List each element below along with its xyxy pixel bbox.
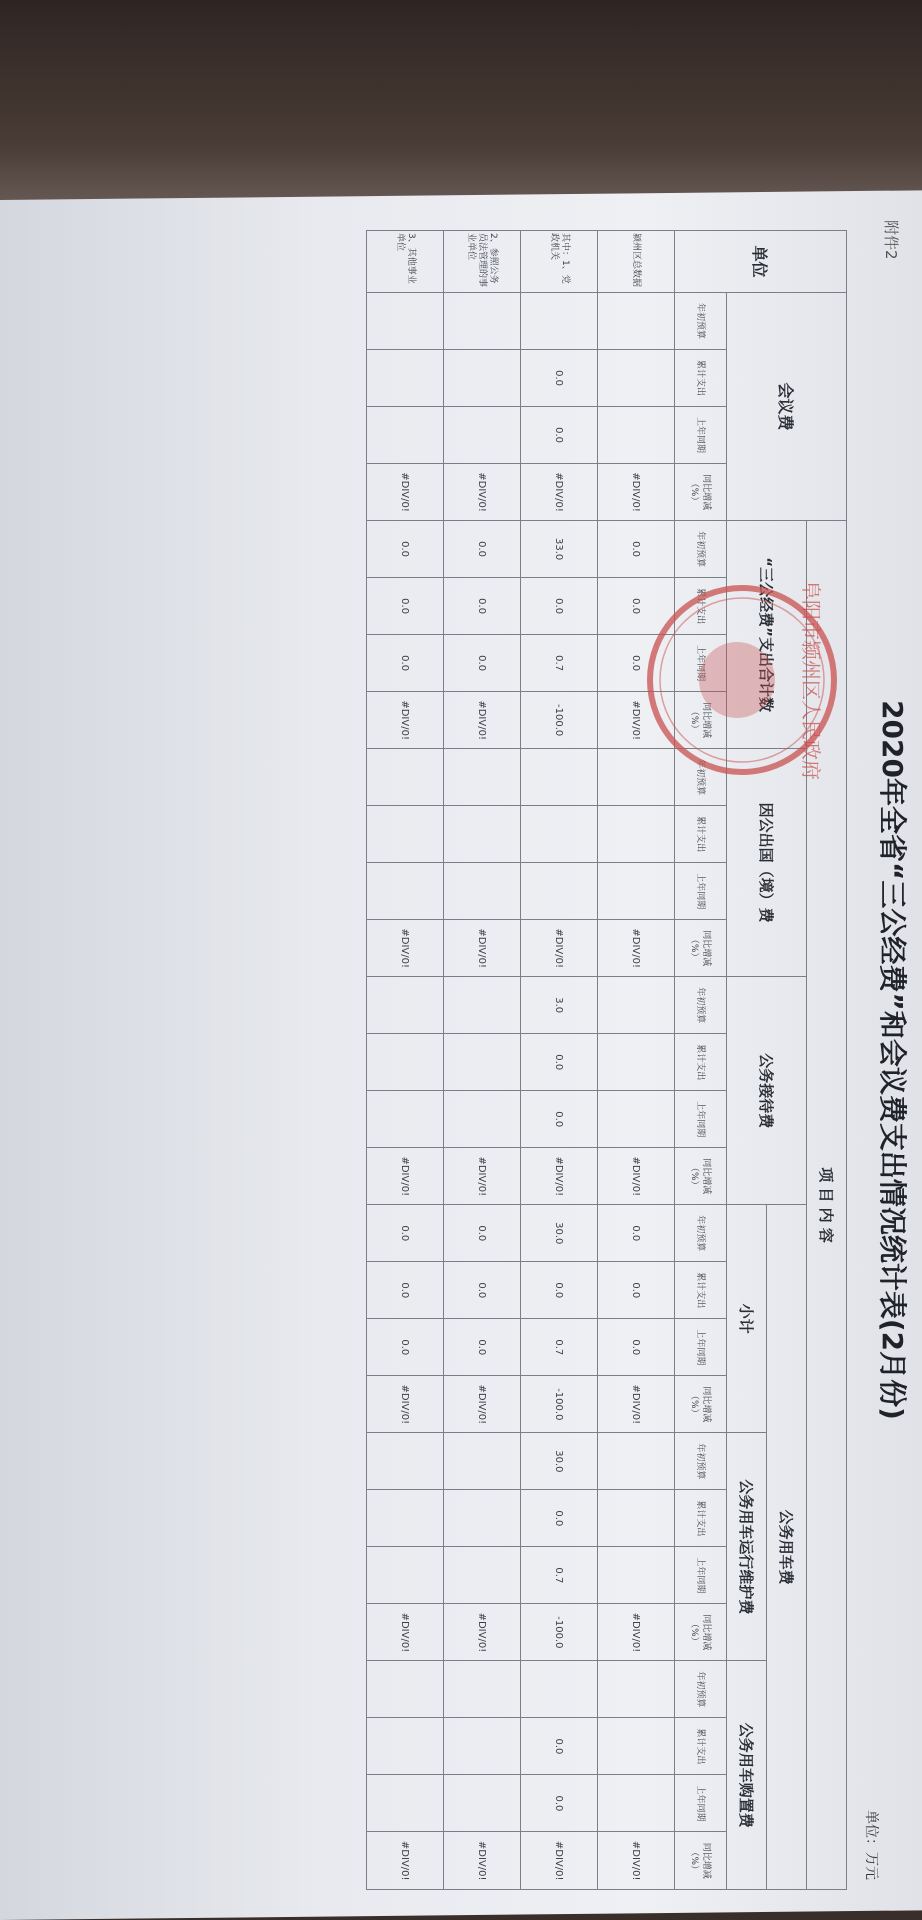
cell-reception (598, 1091, 675, 1148)
abroad-fee-header: 因公出国（境）费 (727, 749, 807, 977)
document-title: 2020年全省“三公经费”和会议费支出情况统计表(2月份) (876, 700, 909, 1420)
cell-abroad (367, 863, 444, 920)
vehicle-fee-header: 公务用车费 (767, 1205, 807, 1890)
vehicle-maintenance-header: 公务用车运行维护费 (727, 1433, 767, 1661)
reception-fee-header: 公务接待费 (727, 977, 807, 1205)
sub-column-header: 上年同期 (675, 863, 727, 920)
project-content-header: 项 目 内 容 (807, 521, 847, 1890)
unit-column-header: 单位 (675, 231, 847, 293)
sub-header-row (675, 231, 727, 1890)
cell-reception (444, 1034, 521, 1091)
cell-maintenance: #DIV/0! (598, 1604, 675, 1661)
cell-meeting: 0.0 (521, 407, 598, 464)
cell-reception: 0.0 (521, 1091, 598, 1148)
cell-total: 0.0 (367, 635, 444, 692)
cell-purchase: 0.0 (521, 1775, 598, 1832)
cell-purchase: #DIV/0! (367, 1832, 444, 1890)
cell-reception: 3.0 (521, 977, 598, 1034)
cell-maintenance: -100.0 (521, 1604, 598, 1661)
cell-maintenance: 0.7 (521, 1547, 598, 1604)
sub-column-header: 同比增减（%） (675, 1604, 727, 1661)
sub-column-header: 累计支出 (675, 578, 727, 635)
cell-maintenance (367, 1433, 444, 1490)
cell-abroad (598, 863, 675, 920)
cell-maintenance: 0.0 (521, 1490, 598, 1547)
cell-maintenance: #DIV/0! (444, 1604, 521, 1661)
cell-meeting (367, 407, 444, 464)
vehicle-purchase-header: 公务用车购置费 (727, 1661, 767, 1890)
row-unit-name: 2、参照公务员法管理的事业单位 (444, 231, 521, 293)
cell-maintenance (598, 1433, 675, 1490)
cell-total: 0.0 (367, 521, 444, 578)
sub-column-header: 年初预算 (675, 977, 727, 1034)
sub-column-header: 上年同期 (675, 1319, 727, 1376)
table-row (598, 231, 675, 1890)
cell-total: 0.7 (521, 635, 598, 692)
cell-abroad (444, 863, 521, 920)
cell-total: 33.0 (521, 521, 598, 578)
cell-purchase (444, 1718, 521, 1775)
cell-meeting (444, 293, 521, 350)
cell-subtotal: 0.0 (444, 1319, 521, 1376)
sub-column-header: 上年同期 (675, 1547, 727, 1604)
cell-reception: #DIV/0! (521, 1148, 598, 1205)
cell-total: #DIV/0! (367, 692, 444, 749)
row-unit-name: 颍州区总数据 (598, 231, 675, 293)
cell-maintenance: 30.0 (521, 1433, 598, 1490)
cell-total: -100.0 (521, 692, 598, 749)
cell-total: 0.0 (367, 578, 444, 635)
cell-abroad: #DIV/0! (598, 920, 675, 977)
row-unit-name: 3、其他事业单位 (367, 231, 444, 293)
cell-subtotal: 0.0 (367, 1319, 444, 1376)
cell-purchase: 0.0 (521, 1718, 598, 1775)
sub-column-header: 同比增减（%） (675, 920, 727, 977)
cell-reception (598, 1034, 675, 1091)
cell-purchase (521, 1661, 598, 1718)
cell-reception: #DIV/0! (598, 1148, 675, 1205)
sub-column-header: 同比增减（%） (675, 1376, 727, 1433)
cell-subtotal: 0.0 (521, 1262, 598, 1319)
cell-total: #DIV/0! (444, 692, 521, 749)
cell-abroad: #DIV/0! (367, 920, 444, 977)
sub-column-header: 上年同期 (675, 635, 727, 692)
cell-reception: #DIV/0! (367, 1148, 444, 1205)
cell-meeting (598, 407, 675, 464)
cell-total: 0.0 (598, 635, 675, 692)
sub-column-header: 累计支出 (675, 1034, 727, 1091)
rotated-document (242, 210, 922, 1910)
cell-purchase: #DIV/0! (598, 1832, 675, 1890)
cell-reception (367, 977, 444, 1034)
cell-purchase (367, 1718, 444, 1775)
cell-reception (367, 1091, 444, 1148)
cell-subtotal: 0.0 (598, 1319, 675, 1376)
cell-purchase (444, 1661, 521, 1718)
cell-maintenance (444, 1433, 521, 1490)
cell-reception (598, 977, 675, 1034)
cell-reception (444, 977, 521, 1034)
sub-column-header: 年初预算 (675, 1661, 727, 1718)
cell-total: 0.0 (598, 521, 675, 578)
cell-meeting (598, 293, 675, 350)
cell-subtotal: 0.7 (521, 1319, 598, 1376)
cell-reception: 0.0 (521, 1034, 598, 1091)
cell-subtotal: #DIV/0! (444, 1376, 521, 1433)
table-row (367, 231, 444, 1890)
sub-column-header: 同比增减（%） (675, 1148, 727, 1205)
cell-total: 0.0 (444, 521, 521, 578)
cell-purchase (444, 1775, 521, 1832)
cell-subtotal: #DIV/0! (367, 1376, 444, 1433)
cell-meeting: 0.0 (521, 350, 598, 407)
cell-maintenance (444, 1547, 521, 1604)
sub-column-header: 年初预算 (675, 749, 727, 806)
sub-column-header: 累计支出 (675, 806, 727, 863)
cell-abroad (444, 749, 521, 806)
cell-purchase: #DIV/0! (521, 1832, 598, 1890)
svg-text:阜阳市颍州区人民政府: 阜阳市颍州区人民政府 (799, 580, 823, 780)
statistics-table (366, 230, 847, 1890)
cell-abroad (367, 749, 444, 806)
cell-reception (444, 1091, 521, 1148)
sub-column-header: 同比增减（%） (675, 692, 727, 749)
cell-total: 0.0 (444, 578, 521, 635)
sub-column-header: 累计支出 (675, 1490, 727, 1547)
cell-abroad (521, 749, 598, 806)
sub-column-header: 累计支出 (675, 1262, 727, 1319)
cell-total: 0.0 (598, 578, 675, 635)
table-row (444, 231, 521, 1890)
cell-subtotal: 0.0 (444, 1205, 521, 1262)
cell-abroad: #DIV/0! (444, 920, 521, 977)
sangong-total-header: “三公经费”支出合计数 (727, 521, 807, 749)
background-desk (0, 0, 922, 210)
cell-subtotal: 30.0 (521, 1205, 598, 1262)
unit-label: 单位：万元 (863, 1810, 879, 1880)
cell-meeting: #DIV/0! (367, 464, 444, 521)
cell-total: #DIV/0! (598, 692, 675, 749)
cell-meeting: #DIV/0! (598, 464, 675, 521)
sub-column-header: 同比增减（%） (675, 1832, 727, 1890)
cell-subtotal: 0.0 (444, 1262, 521, 1319)
row-unit-name: 其中：1、党政机关 (521, 231, 598, 293)
cell-abroad: #DIV/0! (521, 920, 598, 977)
cell-subtotal: #DIV/0! (598, 1376, 675, 1433)
cell-purchase (598, 1718, 675, 1775)
cell-subtotal: 0.0 (367, 1205, 444, 1262)
official-seal-stamp (642, 580, 842, 780)
cell-subtotal: -100.0 (521, 1376, 598, 1433)
sub-column-header: 年初预算 (675, 1205, 727, 1262)
cell-abroad (598, 806, 675, 863)
cell-purchase (367, 1661, 444, 1718)
cell-purchase: #DIV/0! (444, 1832, 521, 1890)
cell-reception: #DIV/0! (444, 1148, 521, 1205)
sub-column-header: 年初预算 (675, 521, 727, 578)
cell-meeting (444, 350, 521, 407)
cell-maintenance: #DIV/0! (367, 1604, 444, 1661)
cell-subtotal: 0.0 (598, 1262, 675, 1319)
sub-column-header: 年初预算 (675, 293, 727, 350)
cell-maintenance (444, 1490, 521, 1547)
cell-maintenance (367, 1547, 444, 1604)
cell-purchase (598, 1661, 675, 1718)
sub-column-header: 上年同期 (675, 407, 727, 464)
cell-maintenance (367, 1490, 444, 1547)
cell-meeting (367, 293, 444, 350)
cell-abroad (521, 806, 598, 863)
cell-meeting (521, 293, 598, 350)
cell-abroad (521, 863, 598, 920)
sub-column-header: 年初预算 (675, 1433, 727, 1490)
subtotal-header: 小计 (727, 1205, 767, 1433)
cell-reception (367, 1034, 444, 1091)
cell-purchase (367, 1775, 444, 1832)
sub-column-header: 累计支出 (675, 350, 727, 407)
cell-meeting (598, 350, 675, 407)
table-row (521, 231, 598, 1890)
cell-meeting: #DIV/0! (521, 464, 598, 521)
cell-maintenance (598, 1490, 675, 1547)
attachment-label: 附件2 (882, 220, 900, 260)
sub-column-header: 上年同期 (675, 1775, 727, 1832)
sub-column-header: 同比增减（%） (675, 464, 727, 521)
cell-meeting (367, 350, 444, 407)
cell-total: 0.0 (444, 635, 521, 692)
cell-subtotal: 0.0 (598, 1205, 675, 1262)
cell-purchase (598, 1775, 675, 1832)
sub-column-header: 上年同期 (675, 1091, 727, 1148)
cell-subtotal: 0.0 (367, 1262, 444, 1319)
cell-total: 0.0 (521, 578, 598, 635)
meeting-fee-header: 会议费 (727, 293, 847, 521)
cell-abroad (367, 806, 444, 863)
cell-meeting: #DIV/0! (444, 464, 521, 521)
cell-abroad (444, 806, 521, 863)
cell-maintenance (598, 1547, 675, 1604)
sub-column-header: 累计支出 (675, 1718, 727, 1775)
cell-meeting (444, 407, 521, 464)
